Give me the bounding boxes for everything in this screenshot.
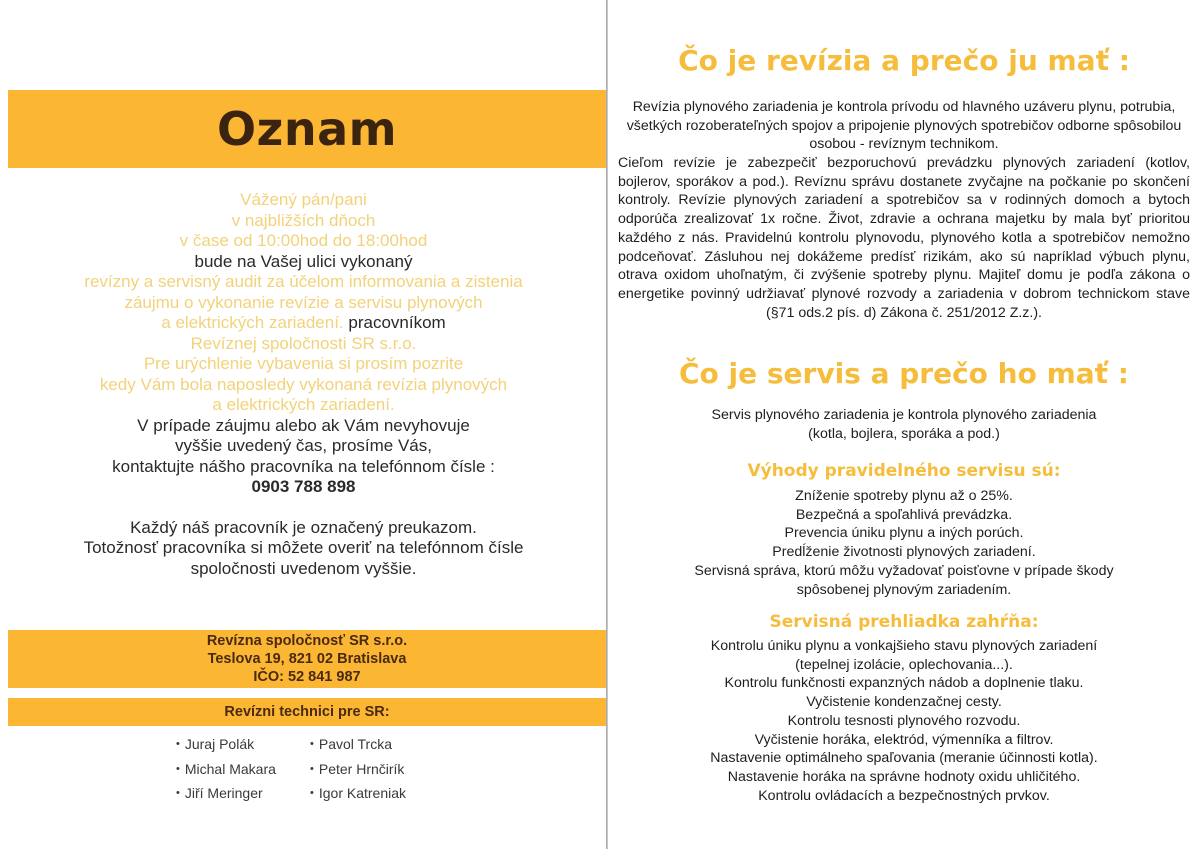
greeting: Vážený pán/pani — [240, 190, 367, 209]
inspection-item: Nastavenie optimálneho spaľovania (meranie účinnosti kotla). — [710, 750, 1098, 767]
servis-intro-line: Servis plynového zariadenia je kontrola plynového zariadenia — [711, 407, 1097, 423]
company-mention: Revíznej spoločnosti SR s.r.o. — [190, 333, 417, 353]
technician-item: • Michal Makara — [176, 760, 310, 780]
notice-line: kontaktujte nášho pracovníka na telefónnom čísle : — [112, 456, 495, 476]
benefit-item: Predĺženie životnosti plynových zariadení. — [772, 544, 1036, 561]
technician-item: • Jiří Meringer — [176, 784, 310, 804]
technician-item: • Peter Hrnčirík — [310, 760, 450, 780]
technician-item: • Juraj Polák — [176, 735, 310, 755]
inspection-item: Kontrolu tesnosti plynového rozvodu. — [787, 712, 1021, 729]
spacer — [0, 498, 607, 518]
revizia-body: Cieľom revízie je zabezpečiť bezporuchovú prevádzku plynových zariadení (kotlov, bojlerov, sporákov a pod.). Revíznu správu dostanete zvyčajne na počkanie po skončení kontroly. Revízie plynových zariadení a spotrebičov sa v rodinných domoch a bytoch odporúča zrealizovať 1x ročne. Život, zdravie a ochrana majetku by mala byť prioritou každého z nás. Pravidelnú kontrolu plynovodu, plynového kotla a spotrebičov nemožno podceňovať. Zásluhou nej dokážeme predísť rizikám, ako sú napríklad výbuch plynu, otrava oxidom uhoľnatým, či zvýšenie spotreby plynu. Majiteľ domu je podľa zákona o energetike povinný udržiavať plynové rozvody a zariadenia v dobrom technickom stave (§71 ods.2 pís. d) Zákona č. 251/2012 Z.z.). — [618, 155, 1190, 321]
inspection-item: Kontrolu úniku plynu a vonkajšieho stavu plynových zariadení — [710, 638, 1098, 654]
company-address: Teslova 19, 821 02 Bratislava — [207, 651, 407, 667]
benefits-list — [608, 487, 1200, 599]
servis-intro — [608, 406, 1200, 443]
servis-intro-line: (kotla, bojlera, sporáka a pod.) — [808, 425, 1000, 442]
notice-line — [0, 313, 607, 334]
technicians-band — [8, 698, 606, 726]
id-notice-line: Totožnosť pracovníka si môžete overiť na telefónnom čísle — [83, 538, 524, 557]
phone-number[interactable]: 0903 788 898 — [251, 477, 356, 496]
notice-line: kedy Vám bola naposledy vykonaná revízia plynových — [99, 374, 508, 394]
notice-text — [0, 190, 607, 579]
notice-fragment: pracovníkom — [343, 313, 446, 332]
inspection-list — [608, 637, 1200, 805]
id-notice-line: spoločnosti uvedenom vyššie. — [190, 558, 417, 578]
inspection-item: Nastavenie horáka na správne hodnoty oxidu uhličitého. — [727, 768, 1081, 785]
inspection-item: Vyčistenie horáka, elektród, výmenníka a filtrov. — [754, 731, 1054, 748]
notice-line: vyššie uvedený čas, prosíme Vás, — [174, 436, 432, 455]
technician-item: • Igor Katreniak — [310, 784, 450, 804]
notice-line: v najbližších dňoch — [231, 210, 376, 230]
notice-line: bude na Vašej ulici vykonaný — [194, 251, 413, 271]
technician-item: • Pavol Trcka — [310, 735, 450, 755]
inspection-heading: Servisná prehliadka zahŕňa: — [769, 612, 1039, 632]
benefit-item: spôsobenej plynovým zariadením. — [796, 581, 1012, 598]
benefit-item: Bezpečná a spoľahlivá prevádzka. — [795, 506, 1013, 523]
time-window: v čase od 10:00hod do 18:00hod — [179, 231, 428, 250]
inspection-item: (tepelnej izolácie, oplechovania...). — [795, 656, 1013, 673]
inspection-item: Kontrolu ovládacích a bezpečnostných prvkov. — [758, 787, 1050, 804]
benefit-item: Servisná správa, ktorú môžu vyžadovať poisťovne v prípade škody — [694, 562, 1114, 579]
revizia-intro: Revízia plynového zariadenia je kontrola prívodu od hlavného uzáveru plynu, potrubia, všetkých rozoberateľných spojov a pripojenie plynových spotrebičov odborne spôsobilou osobou - revíznym technikom. — [626, 99, 1182, 153]
benefit-item: Prevencia úniku plynu a iných porúch. — [784, 525, 1024, 542]
technicians-list — [176, 735, 450, 804]
benefits-heading: Výhody pravidelného servisu sú: — [747, 461, 1061, 481]
company-ico: IČO: 52 841 987 — [253, 669, 361, 685]
notice-line: revízny a servisný audit za účelom informovania a zistenia — [84, 272, 523, 291]
company-band — [8, 630, 606, 688]
company-name: Revízna spoločnosť SR s.r.o. — [206, 633, 408, 649]
technicians-heading: Revízni technici pre SR: — [224, 704, 390, 720]
inspection-item: Kontrolu funkčnosti expanzných nádob a doplnenie tlaku. — [724, 675, 1084, 692]
notice-line: záujmu o vykonanie revízie a servisu plynových — [124, 292, 483, 312]
notice-line: a elektrických zariadení. — [212, 395, 395, 414]
id-notice-line: Každý náš pracovník je označený preukazom. — [130, 517, 477, 537]
page-title: Oznam — [216, 102, 398, 156]
notice-fragment: a elektrických zariadení. — [161, 313, 344, 332]
servis-heading: Čo je servis a prečo ho mať : — [679, 357, 1129, 390]
benefit-item: Zníženie spotreby plynu až o 25%. — [795, 488, 1013, 504]
revizia-heading: Čo je revízia a prečo ju mať : — [678, 44, 1130, 77]
notice-line: Pre urýchlenie vybavenia si prosím pozrite — [143, 354, 464, 373]
title-band — [8, 90, 606, 168]
right-page — [608, 0, 1200, 849]
inspection-item: Vyčistenie kondenzačnej cesty. — [806, 694, 1002, 711]
notice-line: V prípade záujmu alebo ak Vám nevyhovuje — [137, 415, 470, 435]
